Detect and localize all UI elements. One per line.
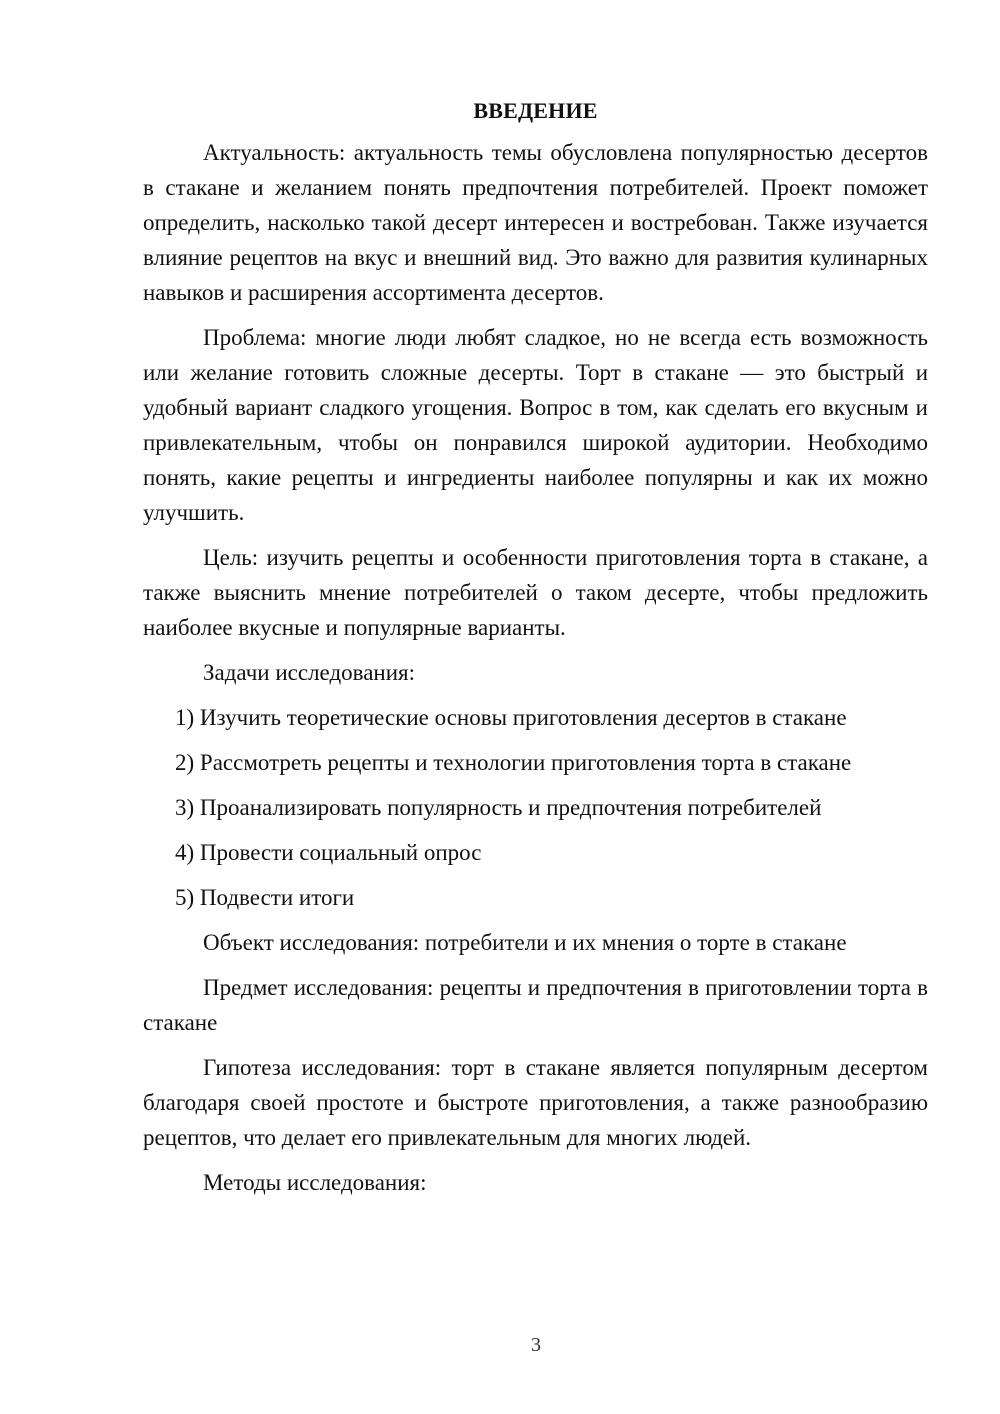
- goal-paragraph: Цель: изучить рецепты и особенности приготовления торта в стакане, а также выяснить мнение потребителей о таком десерте, чтобы предложить наиболее вкусные и популярные варианты.: [143, 545, 928, 640]
- object-paragraph: Объект исследования: потребители и их мнения о торте в стакане: [203, 930, 847, 955]
- list-item: 4) Провести социальный опрос: [175, 840, 482, 865]
- methods-heading: Методы исследования:: [203, 1170, 427, 1195]
- list-item: 2) Рассмотреть рецепты и технологии приготовления торта в стакане: [175, 750, 852, 775]
- list-item: 1) Изучить теоретические основы приготовления десертов в стакане: [175, 705, 847, 730]
- hypothesis-paragraph: Гипотеза исследования: торт в стакане является популярным десертом благодаря своей простоте и быстроте приготовления, а также разнообразию рецептов, что делает его привлекательным для многих людей.: [143, 1055, 928, 1150]
- relevance-paragraph: Актуальность: актуальность темы обусловлена популярностью десертов в стакане и желанием понять предпочтения потребителей. Проект поможет определить, насколько такой десерт интересен и востребован. Также изучается влияние рецептов на вкус и внешний вид. Это важно для развития кулинарных навыков и расширения ассортимента десертов.: [143, 140, 928, 305]
- list-item: 3) Проанализировать популярность и предпочтения потребителей: [175, 795, 822, 820]
- subject-paragraph: Предмет исследования: рецепты и предпочтения в приготовлении торта в стакане: [143, 975, 928, 1035]
- section-title: ВВЕДЕНИЕ: [473, 98, 598, 123]
- problem-paragraph: Проблема: многие люди любят сладкое, но не всегда есть возможность или желание готовить сложные десерты. Торт в стакане — это быстрый и удобный вариант сладкого угощения. Вопрос в том, как сделать его вкусным и привлекательным, чтобы он понравился широкой аудитории. Необходимо понять, какие рецепты и ингредиенты наиболее популярны и как их можно улучшить.: [143, 325, 928, 525]
- page-content: [143, 96, 928, 1210]
- tasks-list: [143, 700, 928, 915]
- page-number: 3: [531, 1334, 541, 1356]
- tasks-heading: Задачи исследования:: [203, 660, 416, 685]
- list-item: 5) Подвести итоги: [175, 885, 355, 910]
